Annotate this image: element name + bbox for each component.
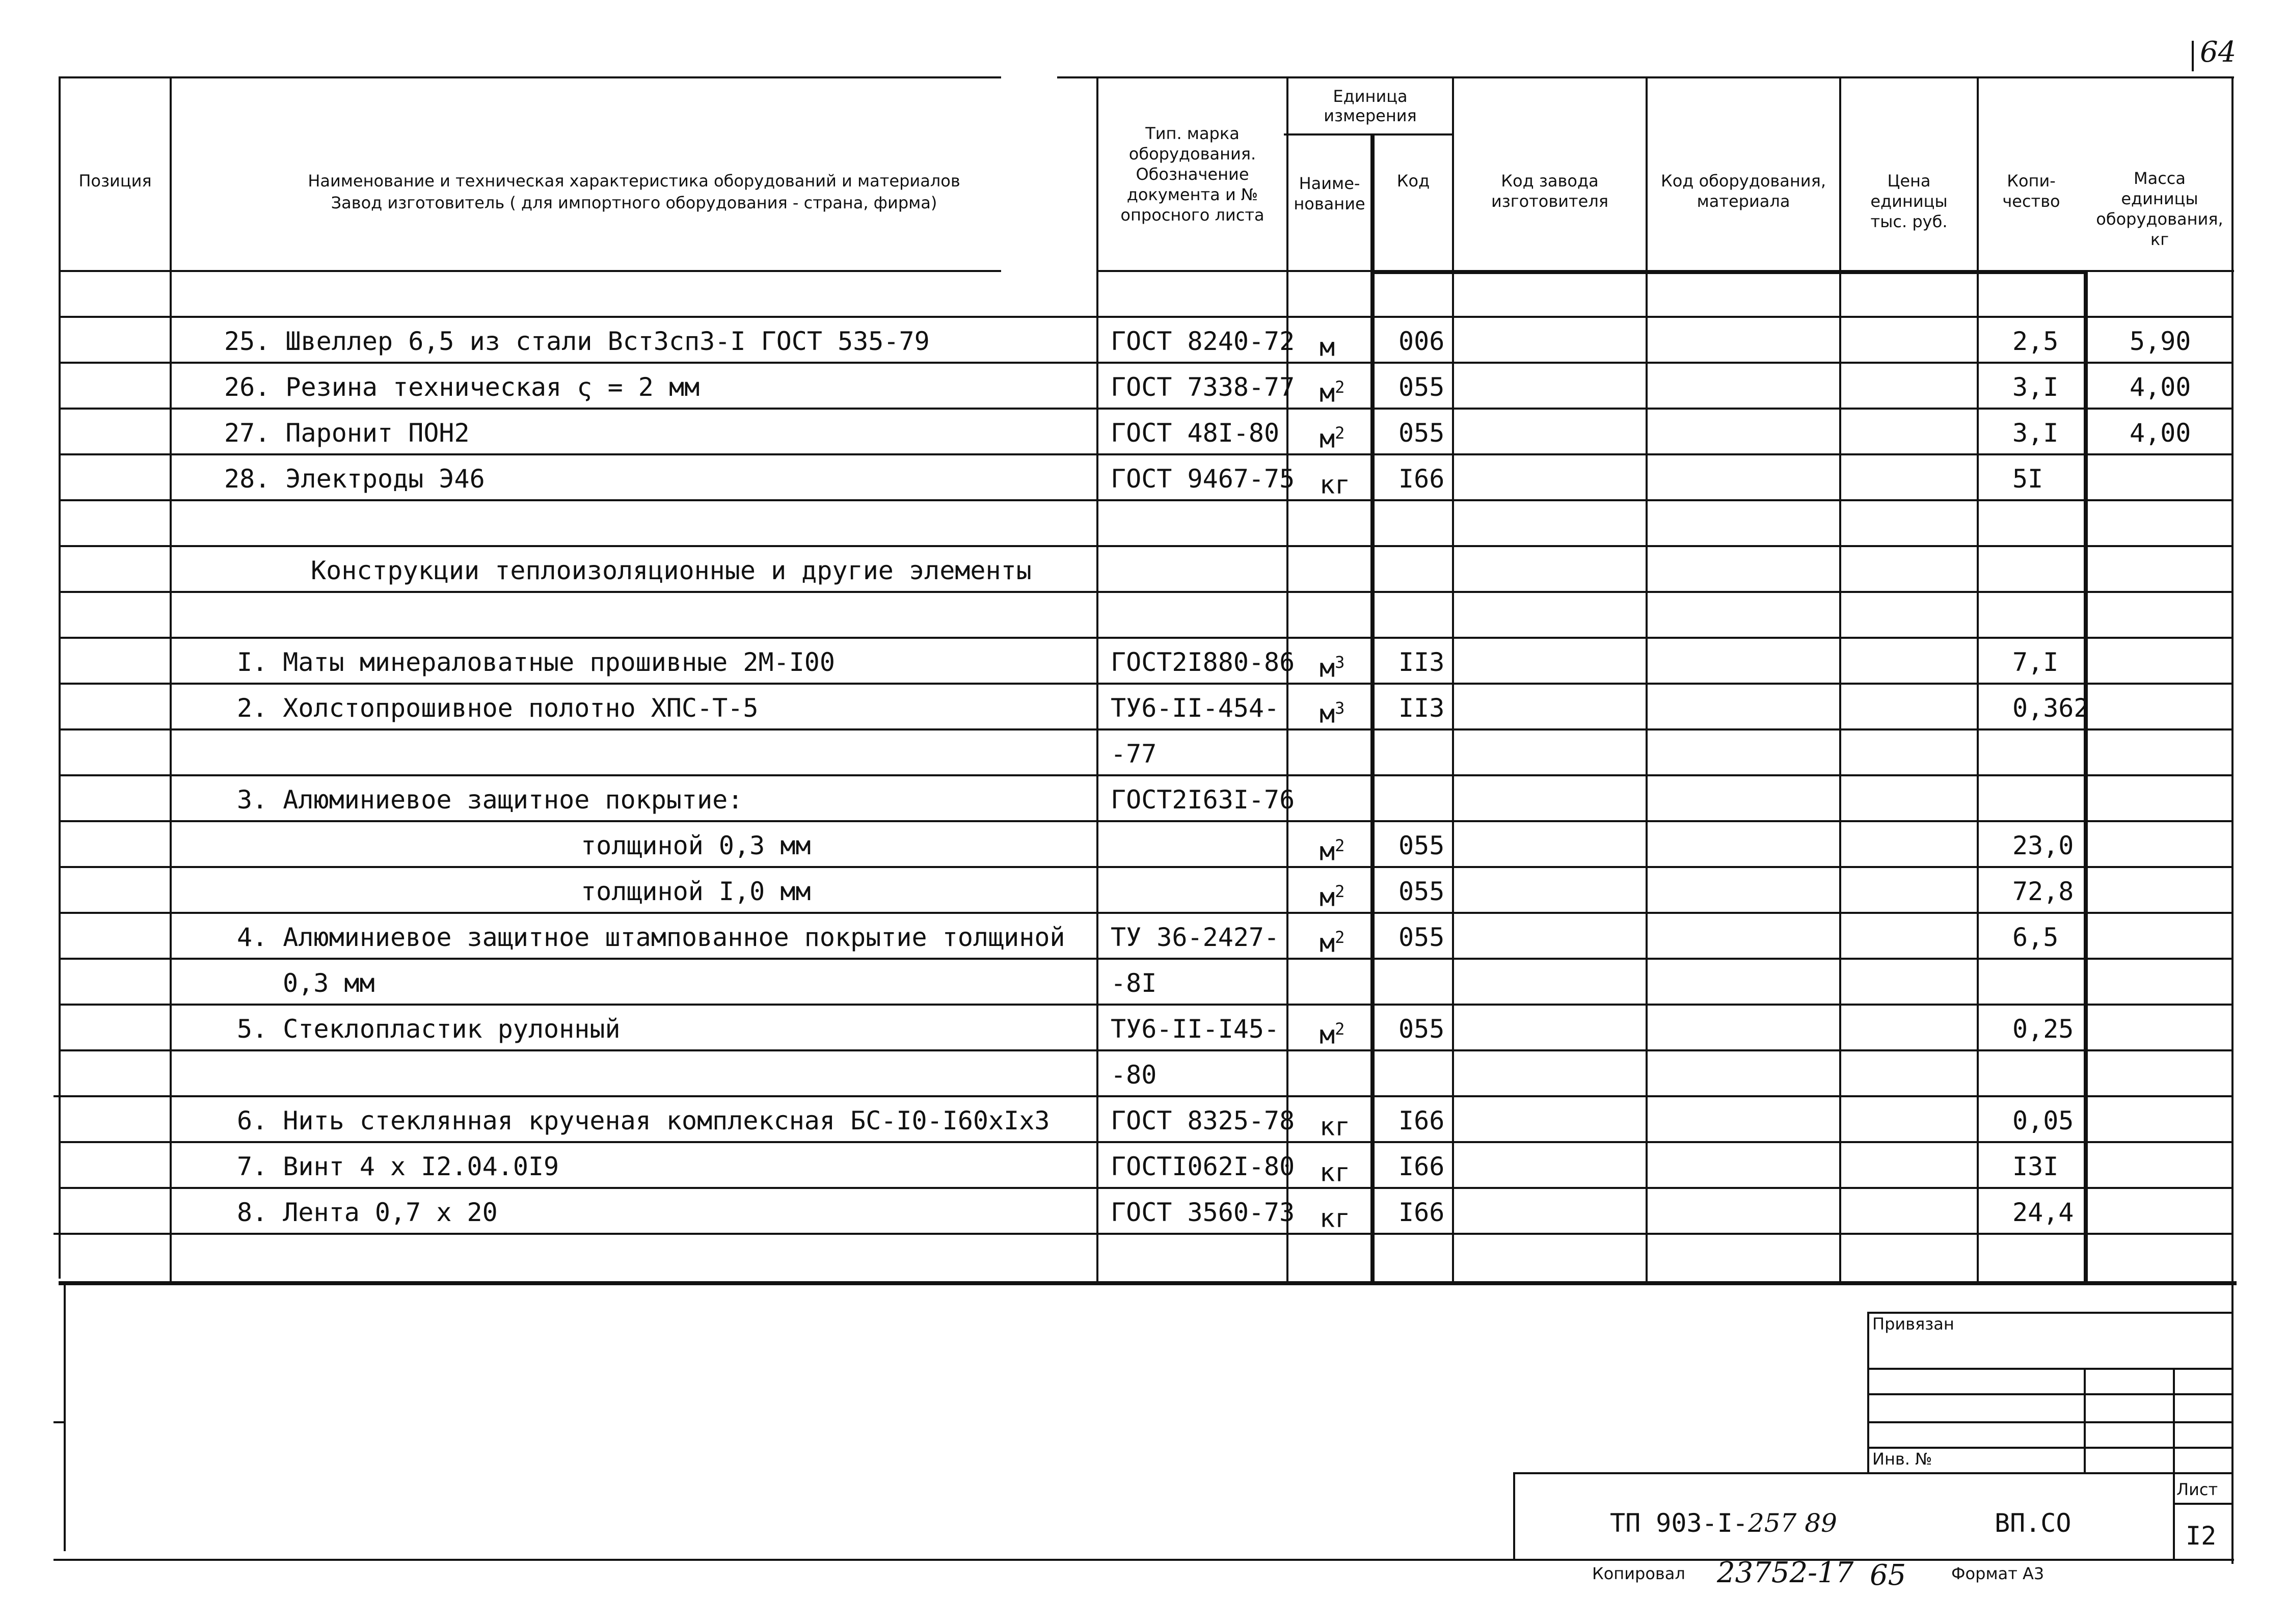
row-line xyxy=(59,866,2231,868)
row-code: 055 xyxy=(1398,831,1445,860)
row-doc: ГОСТI062I-80 xyxy=(1111,1152,1295,1181)
row-line xyxy=(59,728,2231,730)
row-name: толщиной I,0 мм xyxy=(581,877,811,906)
row-mass: 5,90 xyxy=(2130,327,2191,356)
row-doc: -80 xyxy=(1111,1060,1157,1090)
row-line xyxy=(59,499,2231,501)
table-top-rule-left xyxy=(59,76,1001,78)
stamp-rule xyxy=(2084,1368,2086,1472)
header-bottom-rule-left xyxy=(59,270,1001,272)
table-bottom-rule xyxy=(59,1281,2237,1285)
row-unit: кг xyxy=(1320,470,1351,500)
row-unit: $м^2$ xyxy=(1320,1019,1345,1050)
row-quantity: 3,I xyxy=(2012,418,2059,448)
col-line-8 xyxy=(1977,76,1979,1284)
page-mark: 64 xyxy=(2200,36,2237,69)
row-unit: $м^2$ xyxy=(1320,928,1345,958)
row-name: 2. Холстопрошивное полотно ХПС-Т-5 xyxy=(237,693,759,723)
row-name: 26. Резина техническая ς = 2 мм xyxy=(224,372,700,402)
row-doc: ГОСТ 3560-73 xyxy=(1111,1198,1295,1227)
col-line-0 xyxy=(59,76,61,1279)
row-doc: ГОСТ 9467-75 xyxy=(1111,464,1295,494)
row-unit: кг xyxy=(1320,1203,1351,1233)
row-line xyxy=(59,1049,2231,1051)
row-line xyxy=(59,912,2231,914)
row-code: 006 xyxy=(1398,327,1445,356)
row-line xyxy=(59,820,2231,822)
row-code: I66 xyxy=(1398,464,1445,494)
row-quantity: 23,0 xyxy=(2012,831,2074,860)
row-code: 055 xyxy=(1398,1014,1445,1044)
row-line xyxy=(59,1187,2231,1189)
row-code: 055 xyxy=(1398,418,1445,448)
stamp-inv: Инв. № xyxy=(1872,1449,1932,1469)
frame-left-rule xyxy=(64,1281,66,1551)
stamp-rule xyxy=(1867,1393,2231,1395)
row-quantity: 24,4 xyxy=(2012,1198,2074,1227)
row-line xyxy=(59,545,2231,547)
stamp-rule xyxy=(1513,1472,2231,1474)
stamp-rule xyxy=(1867,1447,2231,1449)
page-mark-rule xyxy=(2192,41,2194,71)
row-doc: ГОСТ 8240-72 xyxy=(1111,327,1295,356)
row-code: I66 xyxy=(1398,1198,1445,1227)
col-line-6 xyxy=(1646,76,1648,1284)
row-unit: $м^2$ xyxy=(1320,377,1345,408)
header-quantity: Копи- чество xyxy=(2002,171,2060,211)
row-line xyxy=(59,453,2231,455)
row-mass: 4,00 xyxy=(2130,372,2191,402)
row-quantity: 0,362 xyxy=(2012,693,2089,723)
margin-tick xyxy=(53,1233,64,1235)
row-line xyxy=(59,1004,2231,1006)
row-unit: кг xyxy=(1320,1112,1351,1142)
row-quantity: 7,I xyxy=(2012,647,2059,677)
frame-right-rule xyxy=(2231,1281,2234,1564)
row-name: 5. Стеклопластик рулонный xyxy=(237,1014,621,1044)
col-line-1 xyxy=(170,76,172,1284)
footer-copied-handwritten: 23752-17 xyxy=(1717,1556,1854,1589)
stamp-sheet-number: I2 xyxy=(2186,1521,2217,1551)
row-name: I. Маты минераловатные прошивные 2М-I00 xyxy=(237,647,835,677)
row-mass: 4,00 xyxy=(2130,418,2191,448)
stamp-bound: Привязан xyxy=(1872,1314,1954,1334)
row-doc: -77 xyxy=(1111,739,1157,769)
row-name: 0,3 мм xyxy=(283,968,375,998)
row-unit: м xyxy=(1320,332,1335,362)
row-line xyxy=(59,683,2231,685)
row-code: 055 xyxy=(1398,372,1445,402)
row-line xyxy=(59,774,2231,776)
row-quantity: 6,5 xyxy=(2012,923,2059,952)
row-line xyxy=(59,316,2231,318)
section-title: Конструкции теплоизоляционные и другие элементы xyxy=(311,556,1032,585)
stamp-sheet-label: Лист xyxy=(2176,1480,2218,1499)
row-unit: $м^3$ xyxy=(1320,653,1345,683)
row-line xyxy=(59,408,2231,410)
header-type: Тип. марка оборудования. Обозначение документа и № опросного листа xyxy=(1120,124,1264,225)
row-code: I66 xyxy=(1398,1152,1445,1181)
header-unit-name: Наиме- нование xyxy=(1294,174,1365,213)
row-name: толщиной 0,3 мм xyxy=(581,831,811,860)
row-code: II3 xyxy=(1398,693,1445,723)
stamp-rule xyxy=(1867,1312,2231,1314)
header-unit-code: Код xyxy=(1396,171,1430,191)
stamp-rule xyxy=(1513,1472,1515,1559)
row-code: II3 xyxy=(1398,647,1445,677)
col-line-9 xyxy=(2084,270,2088,1284)
row-unit: $м^2$ xyxy=(1320,836,1345,867)
row-quantity: 5I xyxy=(2012,464,2043,494)
stamp-rule xyxy=(2173,1368,2175,1472)
row-name: 28. Электроды Э46 xyxy=(224,464,485,494)
stamp-rule xyxy=(1867,1421,2231,1423)
row-doc: ГОСТ 7338-77 xyxy=(1111,372,1295,402)
row-code: 055 xyxy=(1398,923,1445,952)
row-name: 6. Нить стеклянная крученая комплексная БС-I0-I60хIх3 xyxy=(237,1106,1050,1135)
stamp-rule xyxy=(2173,1503,2231,1505)
margin-tick xyxy=(53,1421,64,1423)
footer-copied-label: Копировал xyxy=(1592,1564,1685,1583)
row-doc: ТУ6-II-454- xyxy=(1111,693,1280,723)
stamp-rule xyxy=(1867,1368,2231,1370)
row-code: 055 xyxy=(1398,877,1445,906)
header-price: Цена единицы тыс. руб. xyxy=(1870,171,1948,231)
row-unit: $м^3$ xyxy=(1320,698,1345,729)
col-line-5 xyxy=(1452,76,1454,1284)
row-name: 7. Винт 4 х I2.04.0I9 xyxy=(237,1152,559,1181)
row-name: 25. Швеллер 6,5 из стали ВстЗсп3-I ГОСТ 535-79 xyxy=(224,327,930,356)
row-doc: ГОСТ2I63I-76 xyxy=(1111,785,1295,815)
row-quantity: I3I xyxy=(2012,1152,2059,1181)
row-line xyxy=(59,591,2231,593)
stamp-doc-number: ТП 903-I-257 89 xyxy=(1610,1508,1837,1538)
stamp-rule xyxy=(2173,1472,2175,1559)
bold-block-top xyxy=(1370,270,2088,274)
header-unit-group: Единица измерения xyxy=(1324,87,1417,125)
row-doc: ТУ6-II-I45- xyxy=(1111,1014,1280,1044)
margin-tick xyxy=(53,1095,64,1097)
header-mass: Масса единицы оборудования, кг xyxy=(2096,169,2223,249)
row-quantity: 0,25 xyxy=(2012,1014,2074,1044)
footer-copied-number: 65 xyxy=(1870,1559,1906,1592)
row-line xyxy=(59,1233,2231,1235)
row-unit: $м^2$ xyxy=(1320,423,1345,454)
col-line-2 xyxy=(1096,76,1098,1284)
row-line xyxy=(59,958,2231,960)
col-line-7 xyxy=(1839,76,1841,1284)
row-doc: ГОСТ 8325-78 xyxy=(1111,1106,1295,1135)
row-line xyxy=(59,1095,2231,1097)
col-line-4 xyxy=(1370,133,1375,1284)
row-quantity: 72,8 xyxy=(2012,877,2074,906)
row-doc: ТУ 36-2427- xyxy=(1111,923,1280,952)
header-name-line2: Завод изготовитель ( для импортного оборудования - страна, фирма) xyxy=(331,193,937,212)
stamp-section: ВП.СО xyxy=(1995,1508,2071,1538)
row-name: 8. Лента 0,7 х 20 xyxy=(237,1198,498,1227)
row-unit: кг xyxy=(1320,1157,1351,1187)
row-line xyxy=(59,362,2231,364)
row-quantity: 0,05 xyxy=(2012,1106,2074,1135)
header-position: Позиция xyxy=(78,171,152,191)
row-line xyxy=(59,637,2231,639)
row-line xyxy=(59,1141,2231,1143)
col-line-10 xyxy=(2231,76,2234,1284)
col-line-3 xyxy=(1286,76,1288,1284)
row-code: I66 xyxy=(1398,1106,1445,1135)
unit-group-rule xyxy=(1284,133,1452,136)
row-unit: $м^2$ xyxy=(1320,882,1345,912)
header-plant-code: Код завода изготовителя xyxy=(1491,171,1609,211)
row-name: 3. Алюминиевое защитное покрытие: xyxy=(237,785,743,815)
row-quantity: 3,I xyxy=(2012,372,2059,402)
row-name: 4. Алюминиевое защитное штампованное покрытие толщиной xyxy=(237,923,1065,952)
footer-format: Формат А3 xyxy=(1951,1564,2044,1583)
header-name-line1: Наименование и техническая характеристика оборудований и материалов xyxy=(308,171,960,191)
row-doc: ГОСТ 48I-80 xyxy=(1111,418,1280,448)
row-doc: -8I xyxy=(1111,968,1157,998)
header-equipment-code: Код оборудования, материала xyxy=(1660,171,1826,211)
frame-bottom-rule xyxy=(53,1559,2234,1561)
row-quantity: 2,5 xyxy=(2012,327,2059,356)
row-name: 27. Паронит ПОН2 xyxy=(224,418,470,448)
row-doc: ГОСТ2I880-86 xyxy=(1111,647,1295,677)
